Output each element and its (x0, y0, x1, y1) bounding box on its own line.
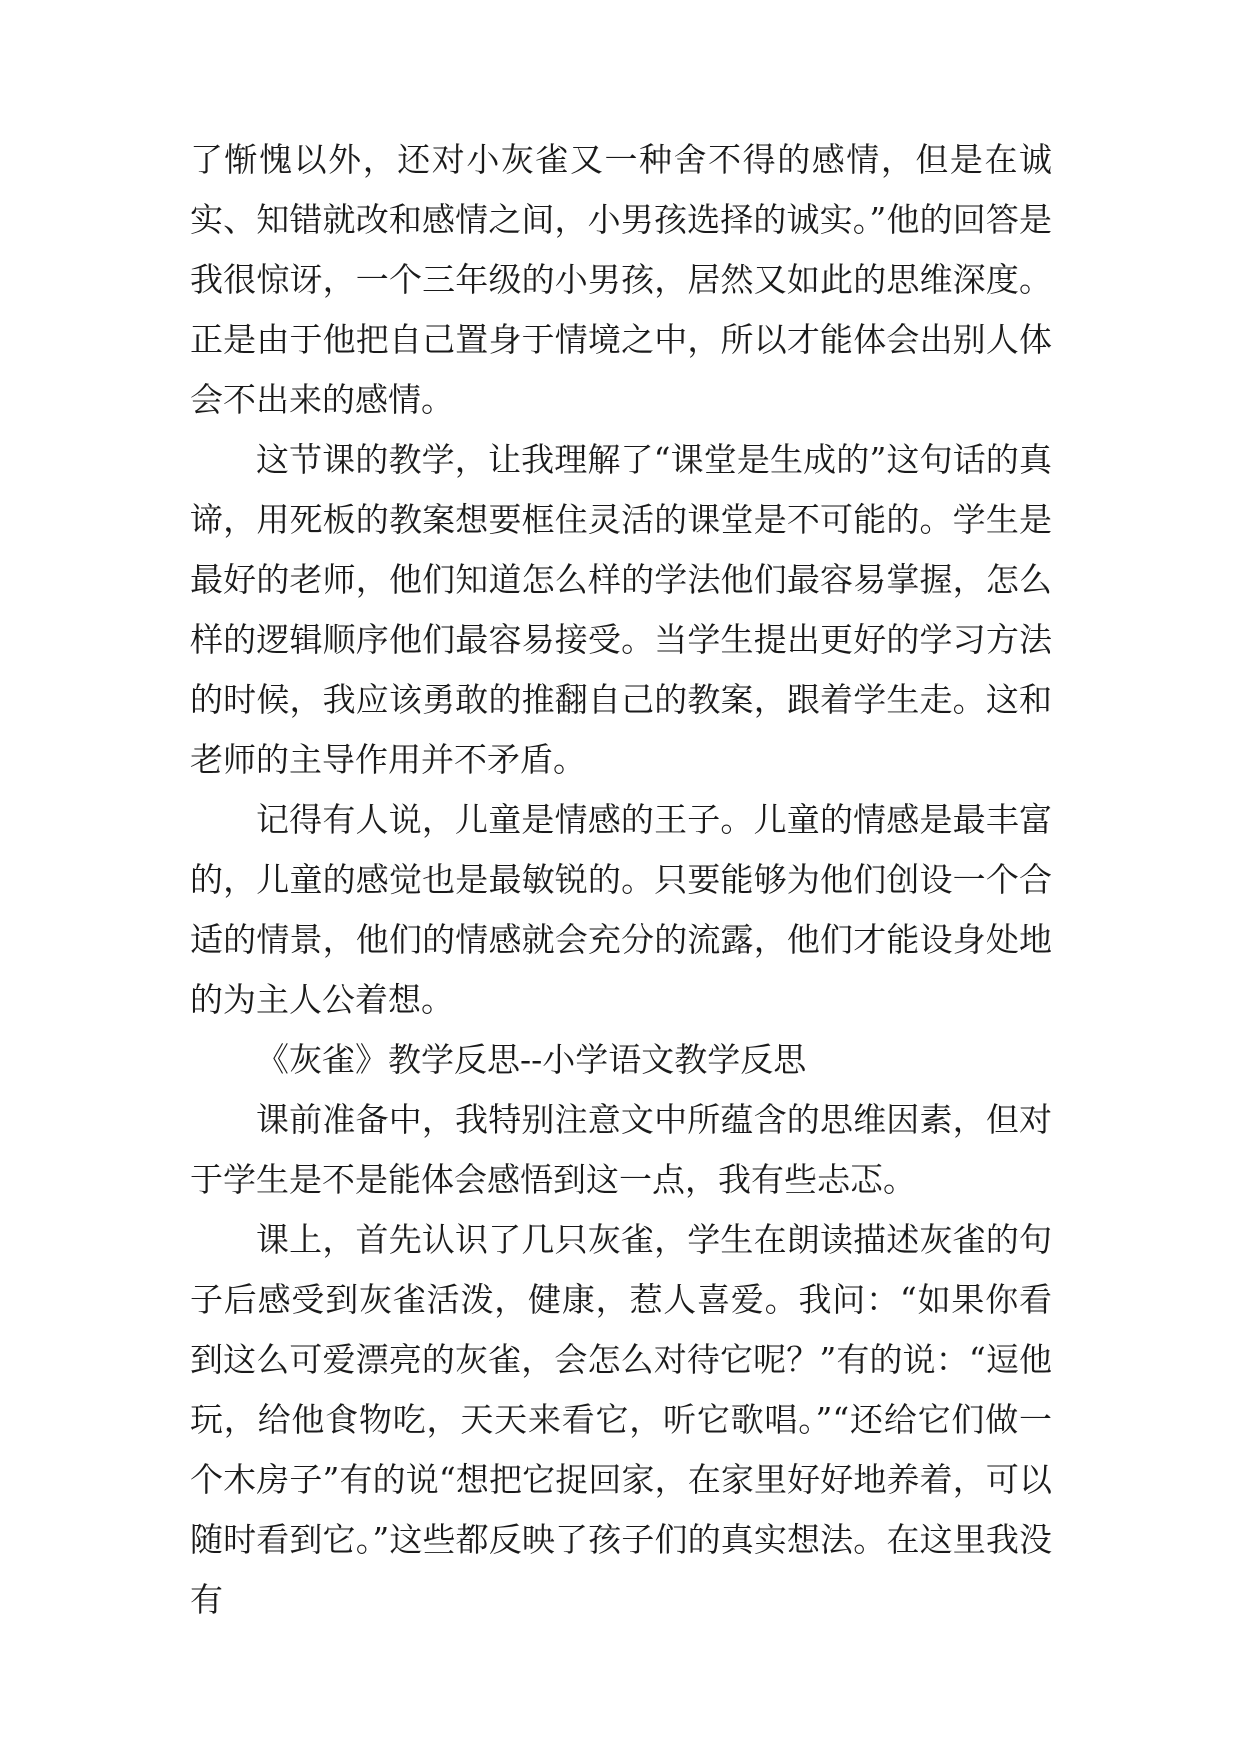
document-body (190, 130, 1052, 1630)
paragraph-3: 记得有人说，儿童是情感的王子。儿童的情感是最丰富的，儿童的感觉也是最敏锐的。只要能够为他们创设一个合适的情景，他们的情感就会充分的流露，他们才能设身处地的为主人公着想。 (190, 800, 1052, 1019)
paragraph-5: 课上，首先认识了几只灰雀，学生在朗读描述灰雀的句子后感受到灰雀活泼，健康，惹人喜爱。我问：“如果你看到这么可爱漂亮的灰雀，会怎么对待它呢？”有的说：“逗他玩，给他食物吃，天天来看它，听它歌唱。”“还给它们做一个木房子”有的说“想把它捉回家，在家里好好地养着，可以随时看到它。”这些都反映了孩子们的真实想法。在这里我没有 (190, 1220, 1052, 1619)
paragraph-1: 了惭愧以外，还对小灰雀又一种舍不得的感情，但是在诚实、知错就改和感情之间，小男孩选择的诚实。”他的回答是我很惊讶，一个三年级的小男孩，居然又如此的思维深度。正是由于他把自己置身于情境之中，所以才能体会出别人体会不出来的感情。 (190, 140, 1052, 419)
paragraph-2: 这节课的教学，让我理解了“课堂是生成的”这句话的真谛，用死板的教案想要框住灵活的课堂是不可能的。学生是最好的老师，他们知道怎么样的学法他们最容易掌握，怎么样的逻辑顺序他们最容易接受。当学生提出更好的学习方法的时候，我应该勇敢的推翻自己的教案，跟着学生走。这和老师的主导作用并不矛盾。 (190, 440, 1052, 779)
paragraph-4: 课前准备中，我特别注意文中所蕴含的思维因素，但对于学生是不是能体会感悟到这一点，我有些忐忑。 (190, 1100, 1052, 1199)
section-title: 《灰雀》教学反思--小学语文教学反思 (256, 1040, 807, 1079)
